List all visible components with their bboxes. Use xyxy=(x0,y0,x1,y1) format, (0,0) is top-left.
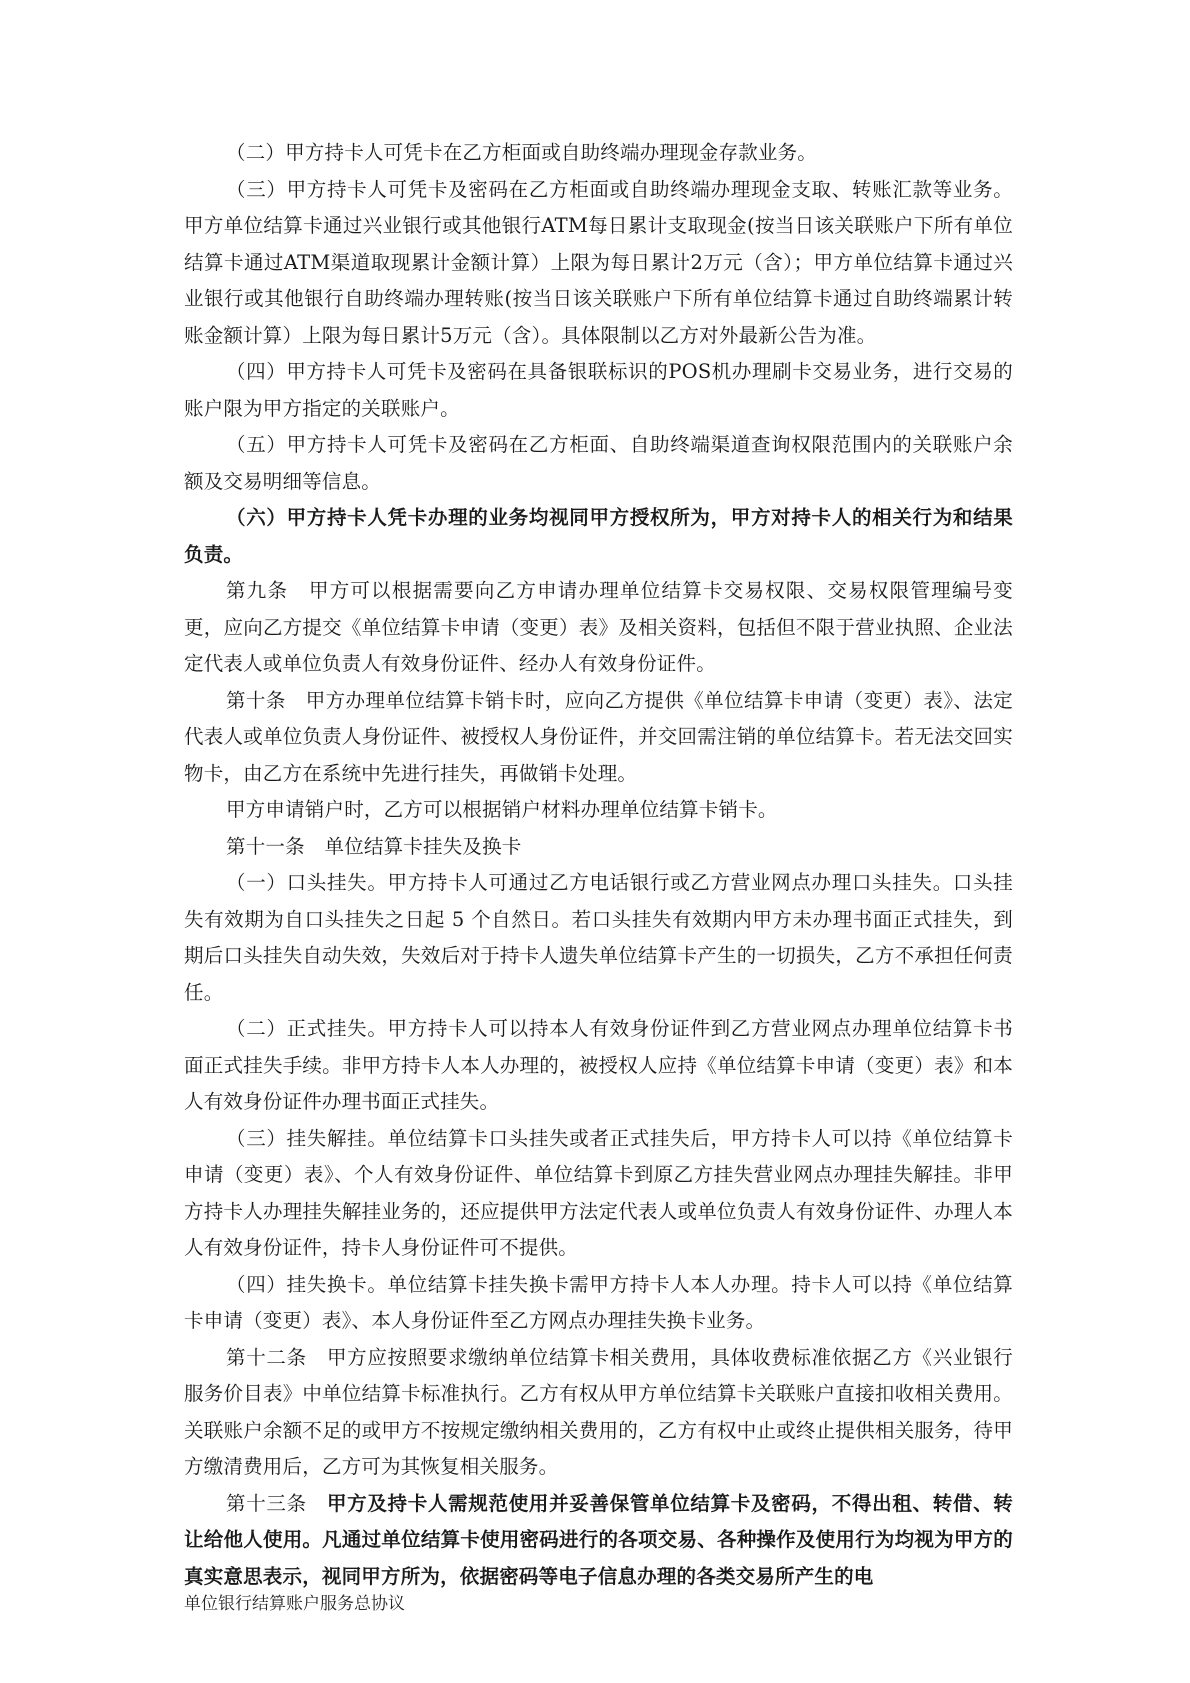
paragraph-formal-loss-report: （二）正式挂失。甲方持卡人可以持本人有效身份证件到乙方营业网点办理单位结算卡书面正式挂失手续。非甲方持卡人本人办理的，被授权人应持《单位结算卡申请（变更）表》和本人有效身份证件办理书面正式挂失。 xyxy=(184,1017,1013,1113)
article-13-text: 甲方及持卡人需规范使用并妥善保管单位结算卡及密码，不得出租、转借、转让给他人使用。凡通过单位结算卡使用密码进行的各项交易、各种操作及使用行为均视为甲方的真实意思表示，视同甲方所为，依据密码等电子信息办理的各类交易所产生的电 xyxy=(184,1491,1013,1588)
paragraph-item-4-pos: （四）甲方持卡人可凭卡及密码在具备银联标识的POS机办理刷卡交易业务，进行交易的账户限为甲方指定的关联账户。 xyxy=(184,360,1013,420)
paragraph-article-10: 第十条 甲方办理单位结算卡销卡时，应向乙方提供《单位结算卡申请（变更）表》、法定代表人或单位负责人身份证件、被授权人身份证件，并交回需注销的单位结算卡。若无法交回实物卡，由乙方在系统中先进行挂失，再做销卡处理。 xyxy=(184,688,1013,785)
paragraph-card-replacement: （四）挂失换卡。单位结算卡挂失换卡需甲方持卡人本人办理。持卡人可以持《单位结算卡申请（变更）表》、本人身份证件至乙方网点办理挂失换卡业务。 xyxy=(184,1272,1013,1332)
page-footer: 单位银行结算账户服务总协议 xyxy=(184,1594,405,1614)
paragraph-article-13 xyxy=(184,1486,1013,1596)
paragraph-account-closure: 甲方申请销户时，乙方可以根据销户材料办理单位结算卡销卡。 xyxy=(226,798,778,821)
paragraph-item-3-withdrawal-limits: （三）甲方持卡人可凭卡及密码在乙方柜面或自助终端办理现金支取、转账汇款等业务。甲方单位结算卡通过兴业银行或其他银行ATM每日累计支取现金(按当日该关联账户下所有单位结算卡通过ATM渠道取现累计金额计算）上限为每日累计2万元（含）；甲方单位结算卡通过兴业银行或其他银行自助终端办理转账(按当日该关联账户下所有单位结算卡通过自助终端累计转账金额计算）上限为每日累计5万元（含）。具体限制以乙方对外最新公告为准。 xyxy=(184,177,1013,347)
paragraph-item-5-inquiry: （五）甲方持卡人可凭卡及密码在乙方柜面、自助终端渠道查询权限范围内的关联账户余额及交易明细等信息。 xyxy=(184,433,1013,493)
paragraph-verbal-loss-report: （一）口头挂失。甲方持卡人可通过乙方电话银行或乙方营业网点办理口头挂失。口头挂失有效期为自口头挂失之日起 5 个自然日。若口头挂失有效期内甲方未办理书面正式挂失，到期后口头挂失自动失效，失效后对于持卡人遗失单位结算卡产生的一切损失，乙方不承担任何责任。 xyxy=(184,871,1013,1004)
paragraph-article-9: 第九条 甲方可以根据需要向乙方申请办理单位结算卡交易权限、交易权限管理编号变更，应向乙方提交《单位结算卡申请（变更）表》及相关资料，包括但不限于营业执照、企业法定代表人或单位负责人有效身份证件、经办人有效身份证件。 xyxy=(184,579,1013,675)
paragraph-loss-release: （三）挂失解挂。单位结算卡口头挂失或者正式挂失后，甲方持卡人可以持《单位结算卡申请（变更）表》、个人有效身份证件、单位结算卡到原乙方挂失营业网点办理挂失解挂。非甲方持卡人办理挂失解挂业务的，还应提供甲方法定代表人或单位负责人有效身份证件、办理人本人有效身份证件，持卡人身份证件可不提供。 xyxy=(184,1126,1013,1259)
paragraph-article-11-heading: 第十一条 单位结算卡挂失及换卡 xyxy=(226,834,522,858)
paragraph-item-6-authorization: （六）甲方持卡人凭卡办理的业务均视同甲方授权所为，甲方对持卡人的相关行为和结果负责。 xyxy=(184,506,1013,566)
article-13-label: 第十三条 xyxy=(226,1491,327,1515)
paragraph-article-12: 第十二条 甲方应按照要求缴纳单位结算卡相关费用，具体收费标准依据乙方《兴业银行服务价目表》中单位结算卡标准执行。乙方有权从甲方单位结算卡关联账户直接扣收相关费用。关联账户余额不足的或甲方不按规定缴纳相关费用的，乙方有权中止或终止提供相关服务，待甲方缴清费用后，乙方可为其恢复相关服务。 xyxy=(184,1345,1013,1478)
paragraph-item-2-deposit: （二）甲方持卡人可凭卡在乙方柜面或自助终端办理现金存款业务。 xyxy=(226,141,818,164)
document-body xyxy=(184,135,1013,1595)
